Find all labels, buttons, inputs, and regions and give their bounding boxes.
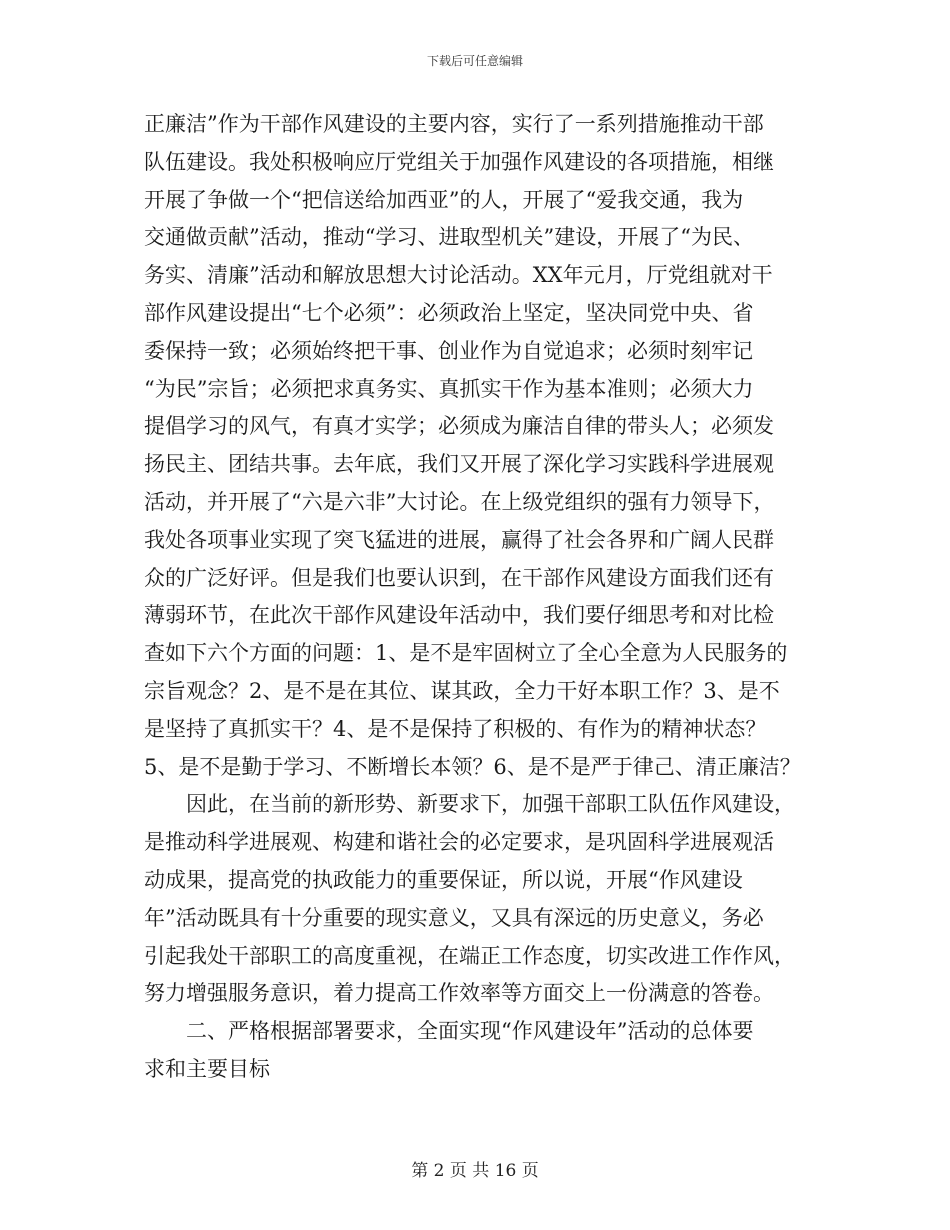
text-line: 是坚持了真抓实干？4、是不是保持了积极的、有作为的精神状态？: [144, 716, 767, 741]
text-line: 务实、清廉”活动和解放思想大讨论活动。XX年元月，厅党组就对干: [144, 263, 773, 288]
text-line: 众的广泛好评。但是我们也要认识到，在干部作风建设方面我们还有: [144, 565, 774, 590]
text-line: 薄弱环节，在此次干部作风建设年活动中，我们要仔细思考和对比检: [144, 603, 774, 628]
text-line: 队伍建设。我处积极响应厅党组关于加强作风建设的各项措施，相继: [144, 149, 774, 174]
text-line: 年”活动既具有十分重要的现实意义，又具有深远的历史意义，务必: [144, 905, 764, 930]
document-body: [144, 106, 834, 1089]
section-heading-line: 二、严格根据部署要求，全面实现“作风建设年”活动的总体要: [186, 1019, 754, 1044]
text-line: 委保持一致；必须始终把干事、创业作为自觉追求；必须时刻牢记: [144, 338, 753, 363]
text-line: 是推动科学进展观、构建和谐社会的必定要求，是巩固科学进展观活: [144, 830, 774, 855]
text-line: 5、是不是勤于学习、不断增长本领？6、是不是严于律己、清正廉洁？: [144, 754, 801, 779]
text-line: 我处各项事业实现了突飞猛进的进展，赢得了社会各界和广阔人民群: [144, 527, 774, 552]
paragraph-start-line: 因此，在当前的新形势、新要求下，加强干部职工队伍作风建设，: [186, 792, 795, 817]
text-line: 引起我处干部职工的高度重视，在端正工作态度，切实改进工作作风，: [144, 943, 795, 968]
text-line: 努力增强服务意识，着力提高工作效率等方面交上一份满意的答卷。: [144, 981, 774, 1006]
text-line: 活动，并开展了“六是六非”大讨论。在上级党组织的强有力领导下，: [144, 489, 775, 514]
text-line: 正廉洁”作为干部作风建设的主要内容，实行了一系列措施推动干部: [144, 112, 764, 136]
text-line: 开展了争做一个“把信送给加西亚”的人，开展了“爱我交通，我为: [144, 187, 744, 212]
section-heading-line: 求和主要目标: [144, 1056, 270, 1081]
text-line: 动成果，提高党的执政能力的重要保证，所以说，开展“作风建设: [144, 867, 743, 892]
text-line: 宗旨观念？2、是不是在其位、谋其政，全力干好本职工作？3、是不: [144, 678, 780, 703]
page-number: 第 2 页 共 16 页: [411, 1161, 539, 1181]
text-line: 扬民主、团结共事。去年底，我们又开展了深化学习实践科学进展观: [144, 452, 774, 477]
page-header: 下载后可任意编辑: [426, 54, 523, 68]
text-line: “为民”宗旨；必须把求真务实、真抓实干作为基本准则；必须大力: [144, 376, 754, 401]
text-line: 交通做贡献”活动，推动“学习、进取型机关”建设，开展了“为民、: [144, 225, 754, 250]
text-line: 查如下六个方面的问题：1、是不是牢固树立了全心全意为人民服务的: [144, 641, 788, 666]
text-line: 部作风建设提出“七个必须”：必须政治上坚定，坚决同党中央、省: [144, 300, 754, 325]
text-line: 提倡学习的风气，有真才实学；必须成为廉洁自律的带头人；必须发: [144, 414, 774, 439]
